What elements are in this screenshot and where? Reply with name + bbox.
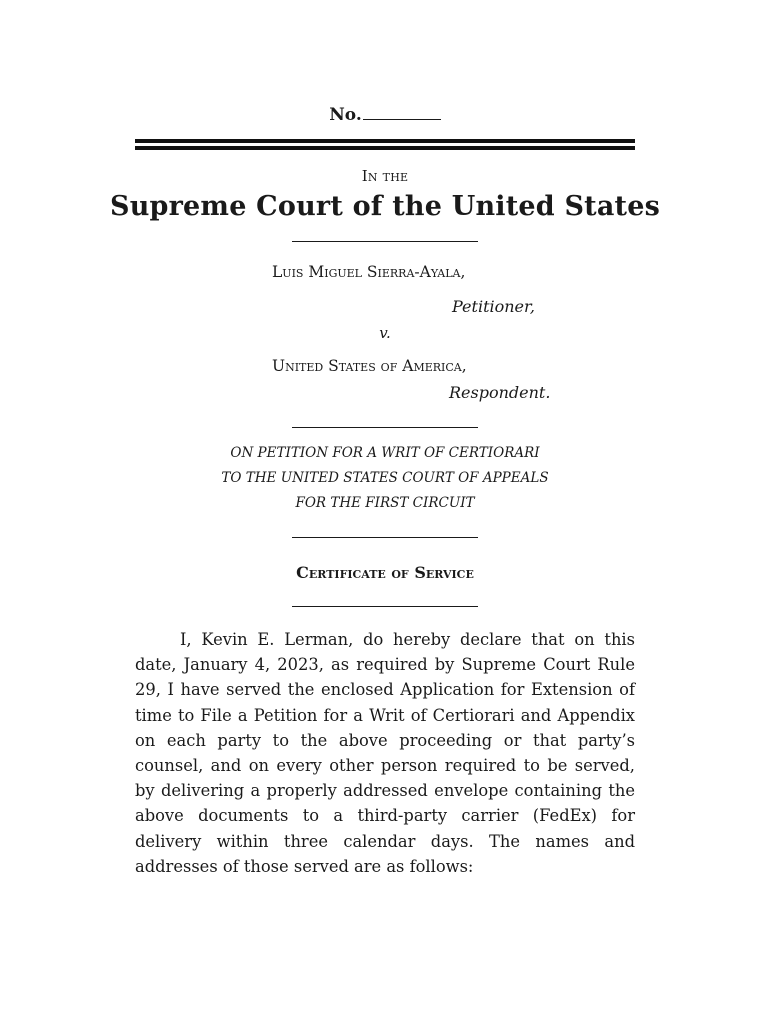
divider-rule [292, 241, 478, 242]
divider-rule [292, 427, 478, 428]
certificate-body: I, Kevin E. Lerman, do hereby declare that on this date, January 4, 2023, as required by Supreme Court Rule 29, I have served the enclosed Application for Extension of time to File a Petition for a Writ of Certiorari and Appendix on each party to the above proceeding or that party’s counsel, and on every other person required to be served, by delivering a properly addressed envelope containing the above documents to a third-party carrier (FedEx) for delivery within three calendar days. The names and addresses of those served are as follows: [135, 630, 635, 876]
header-rule-top [135, 139, 635, 143]
petitioner-name: Luis Miguel Sierra-Ayala, [272, 263, 466, 281]
certificate-title: Certificate of Service [296, 563, 474, 582]
docket-blank [363, 104, 441, 120]
docket-label: No. [329, 105, 362, 125]
respondent-name: United States of America, [272, 357, 467, 375]
versus-label: v. [379, 324, 391, 342]
court-title: Supreme Court of the United States [110, 191, 660, 222]
petitioner-role: Petitioner, [452, 297, 535, 316]
respondent-role: Respondent. [449, 383, 551, 402]
petition-line: ON PETITION FOR A WRIT OF CERTIORARI [230, 445, 540, 461]
divider-rule [292, 606, 478, 607]
petition-line: TO THE UNITED STATES COURT OF APPEALS [221, 470, 549, 486]
docket-number [0, 104, 770, 125]
header-rule-bottom [135, 146, 635, 150]
in-the-label: In the [361, 167, 409, 185]
divider-rule [292, 537, 478, 538]
petition-line: FOR THE FIRST CIRCUIT [295, 495, 475, 511]
